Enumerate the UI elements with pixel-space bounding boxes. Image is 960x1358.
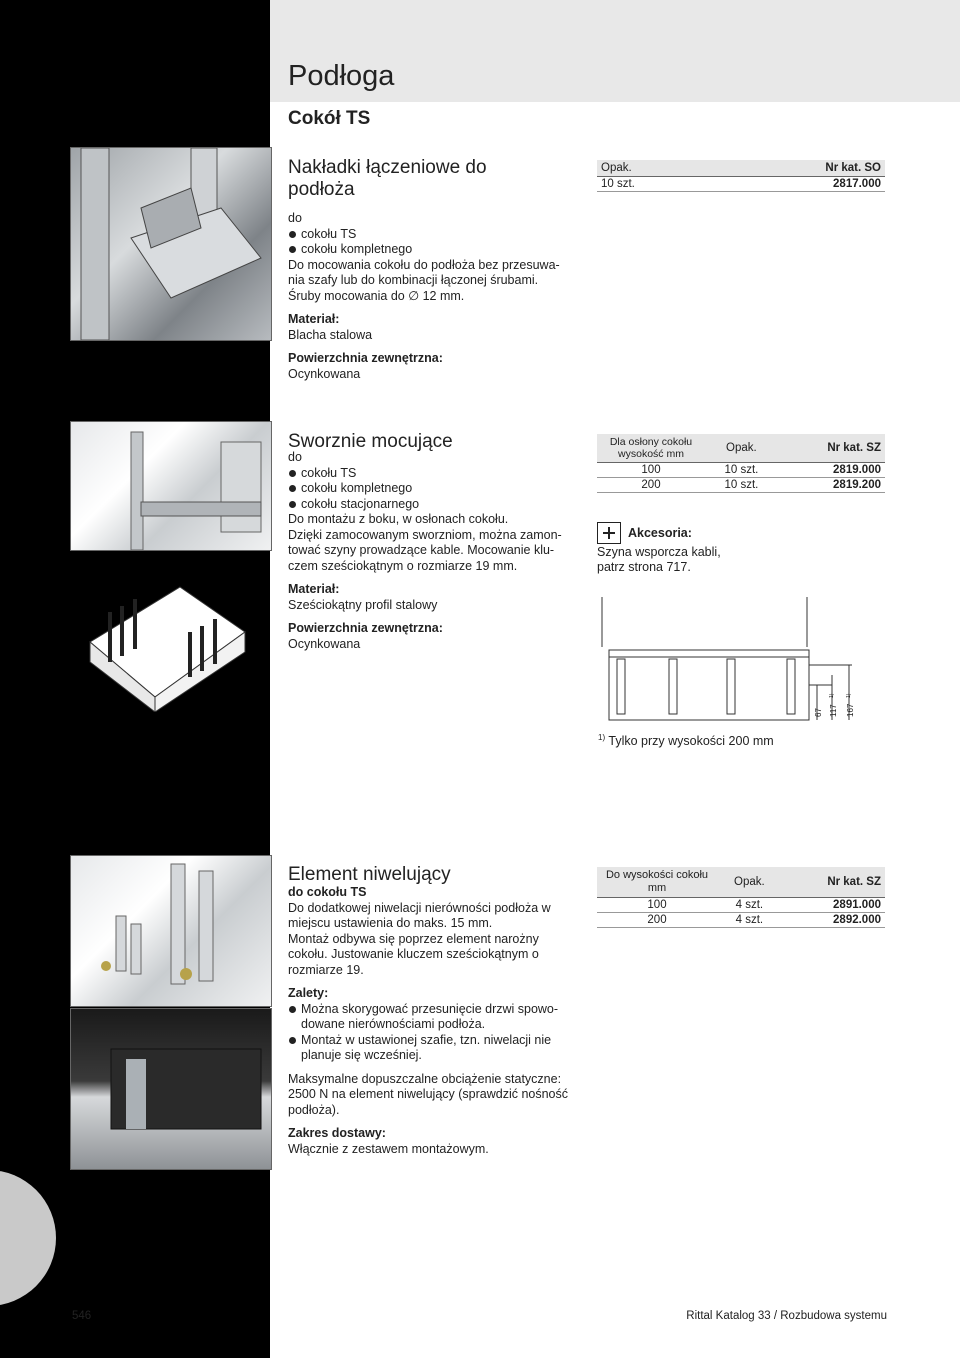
dim-sup: 1) xyxy=(829,693,835,698)
product-photo-installed xyxy=(70,1008,272,1170)
dim-sup: 1) xyxy=(846,693,852,698)
section2-body: do cokołu TS cokołu kompletnego cokołu stacjonarnego Do montażu z boku, w osłonach cokołu. Dzięki zamocowanym sworzniom, można zamon- tować szyny prowadzące kable. Mocowanie klu- czem sześciokątnym o rozmiarze 19 mm. Materiał: Sześciokątny profil stalowy Powierzchnia zewnętrzna: Ocynkowana xyxy=(288,450,562,651)
page-subtitle: Cokół TS xyxy=(288,108,371,129)
footer-text: Rittal Katalog 33 / Rozbudowa systemu xyxy=(686,1310,887,1322)
rail-mounting-drawing xyxy=(597,595,862,730)
accessories-block: Akcesoria: Szyna wsporcza kabli, patrz strona 717. xyxy=(597,526,721,574)
section1-table: Opak. Nr kat. SO 10 szt. 2817.000 xyxy=(597,160,885,192)
section1-heading: Nakładki łączeniowe do podłoża xyxy=(288,157,487,200)
section3-body: do cokołu TS Do dodatkowej niwelacji nierówności podłoża w miejscu ustawienia do maks. 15 mm. Montaż odbywa się poprzez element narożny cokołu. Justowanie kluczem sześciokątnym o rozmiarze 19. Zalety: Można skorygować przesunięcie drzwi spowo- dowane nierównościami podłoża. Montaż w ustawionej szafie, tzn. niwelacji nie planuje się wcześniej. Maksymalne dopuszczalne obciążenie statyczne: 2500 N na element niwelujący (sprawdzić nośność podłoża). Zakres dostawy: Włącznie z zestawem montażowym. xyxy=(288,885,569,1156)
table-row: 100 10 szt. 2819.000 xyxy=(597,463,885,478)
bullet-item: Montaż w ustawionej szafie, tzn. niwelacji nie xyxy=(288,1033,568,1049)
bullet-item: cokołu TS xyxy=(288,466,562,482)
product-photo-joint-plates xyxy=(70,147,272,341)
dim-label: 67 xyxy=(814,708,823,717)
bullet-item: cokołu TS xyxy=(288,227,560,243)
technical-drawing xyxy=(597,595,862,730)
base-frame-drawing xyxy=(70,572,260,712)
joint-plate-illustration xyxy=(71,148,271,340)
section2-table: Dla osłony cokołu wysokość mm Opak. Nr kat. SZ 100 10 szt. 2819.000 200 10 szt. 2819.200 xyxy=(597,434,885,493)
leveling-feet-illustration xyxy=(71,856,271,1006)
bullet-item: Można skorygować przesunięcie drzwi spowo- xyxy=(288,1002,568,1018)
dim-label: 167 xyxy=(846,703,855,717)
bullet-item: cokołu kompletnego xyxy=(288,481,562,497)
table-row: 10 szt. 2817.000 xyxy=(597,177,885,192)
table-row: 200 4 szt. 2892.000 xyxy=(597,913,885,928)
bullet-item: cokołu stacjonarnego xyxy=(288,497,562,513)
section3-heading: Element niwelujący xyxy=(288,864,451,885)
section2-heading: Sworznie mocujące xyxy=(288,431,453,452)
page-number: 546 xyxy=(72,1310,92,1322)
product-photo-leveling-feet xyxy=(70,855,272,1007)
table-row: 200 10 szt. 2819.200 xyxy=(597,478,885,493)
bolt-drawing xyxy=(70,572,260,712)
dim-label: 117 xyxy=(829,704,838,717)
bullet-item: cokołu kompletnego xyxy=(288,242,560,258)
section1-body: do cokołu TS cokołu kompletnego Do mocowania cokołu do podłoża bez przesuwa- nia szafy lub do kombinacji łączonej śrubami. Śruby mocowania do ∅ 12 mm. Materiał: Blacha stalowa Powierzchnia zewnętrzna: Ocynkowana xyxy=(288,211,560,381)
bolt-photo-illustration xyxy=(71,422,271,550)
product-photo-bolts xyxy=(70,421,272,551)
section3-table: Do wysokości cokołu mm Opak. Nr kat. SZ 100 4 szt. 2891.000 200 4 szt. 2892.000 xyxy=(597,867,885,928)
page-title: Podłoga xyxy=(288,60,395,92)
installed-foot-illustration xyxy=(71,1009,271,1169)
footnote: $^{1)}$ Tylko przy wysokości 200 mm xyxy=(598,733,774,749)
table-row: 100 4 szt. 2891.000 xyxy=(597,898,885,913)
